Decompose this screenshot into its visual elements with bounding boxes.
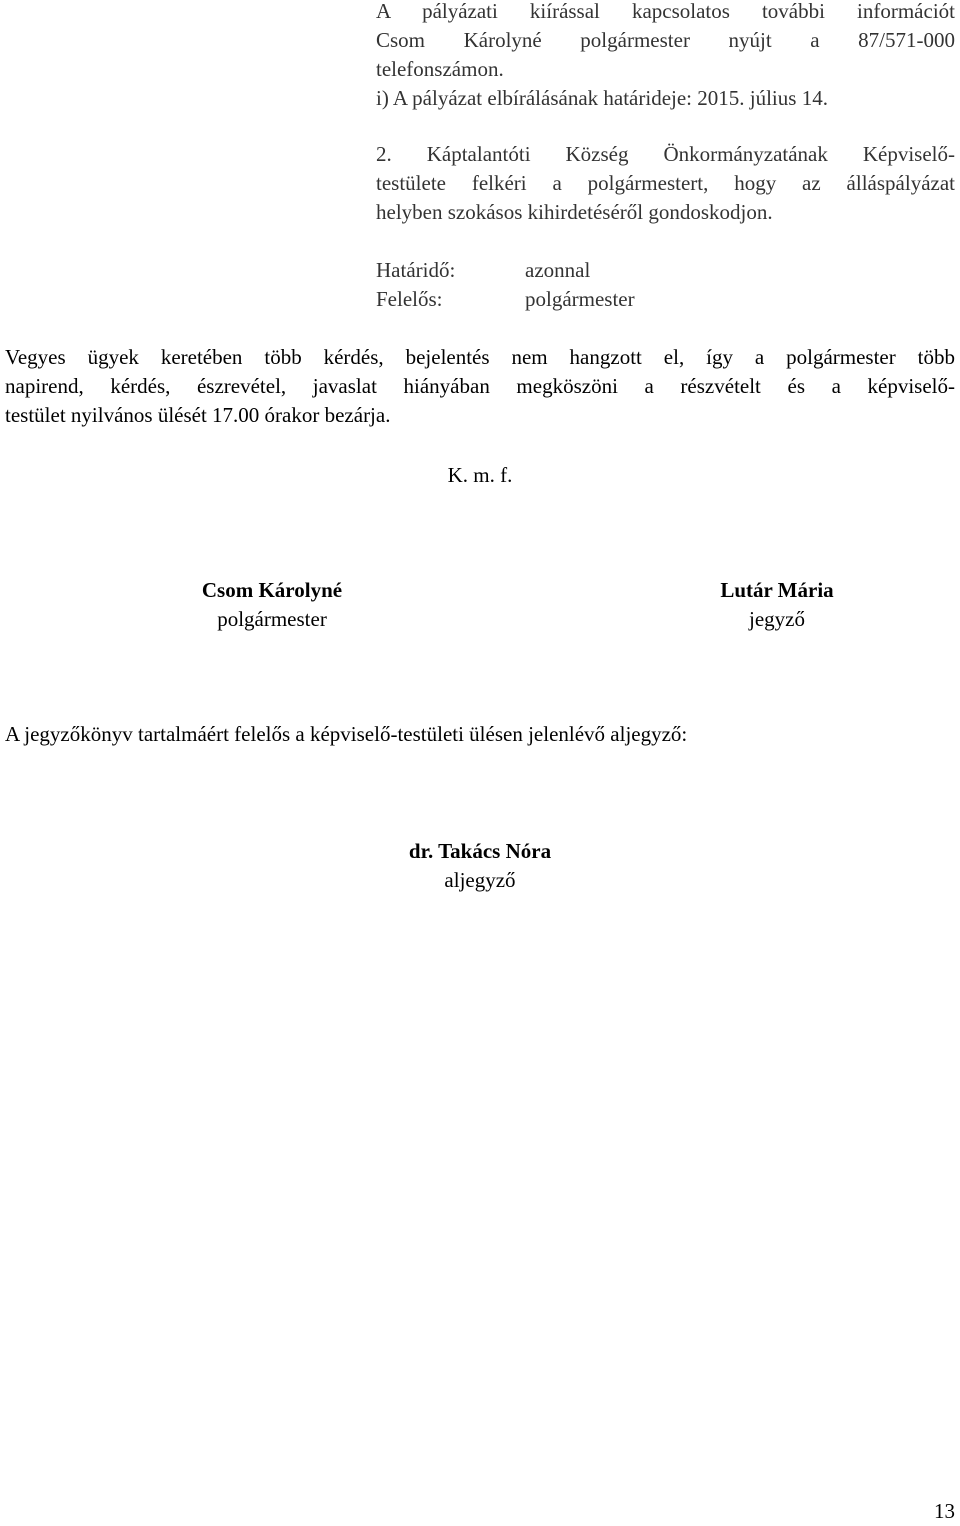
closing-paragraph [5,343,955,430]
notary-title: jegyző [749,607,805,631]
tender-info-paragraph [376,0,955,113]
deputy-name: dr. Takács Nóra [408,839,552,863]
responsible-value: polgármester [525,287,635,311]
closing-line-3: testület nyilvános ülését 17.00 órakor bezárja. [5,403,391,427]
responsible-value-wrap [525,285,635,314]
notary-signature [627,576,927,634]
resolution-line-1: 2. Káptalantóti Község Önkormányzatának Képviselő- [376,142,955,166]
mayor-title: polgármester [217,607,327,631]
notary-name: Lutár Mária [720,578,834,602]
deputy-signature [330,837,630,895]
mayor-signature [122,576,422,634]
deputy-title: aljegyző [444,868,516,892]
mayor-name: Csom Károlyné [201,578,343,602]
deadline-label: Határidő: [376,258,456,282]
tender-info-line-1: A pályázati kiírással kapcsolatos további információt [376,0,955,23]
tender-info-line-3: telefonszámon. [376,57,504,81]
deadline-value: azonnal [525,258,591,282]
responsibility-statement: A jegyzőkönyv tartalmáért felelős a képviselő-testületi ülésen jelenlévő aljegyző: [5,722,688,746]
responsibility-statement-wrap [5,720,955,749]
kmf-text: K. m. f. [447,463,513,487]
tender-deadline-line: i) A pályázat elbírálásának határideje: 2015. július 14. [376,86,828,110]
tender-info-line-2: Csom Károlyné polgármester nyújt a 87/571-000 [376,28,955,52]
resolution-line-2: testülete felkéri a polgármestert, hogy az álláspályázat [376,171,955,195]
resolution-line-3: helyben szokásos kihirdetéséről gondoskodjon. [376,200,773,224]
page-number: 13 [934,1499,955,1523]
deadline-value-wrap [525,256,590,285]
responsible-row [376,285,443,314]
resolution-point-2 [376,140,955,227]
deadline-row [376,256,455,285]
page-number-wrap [900,1497,955,1526]
responsible-label: Felelős: [376,287,443,311]
kmf-wrap [0,461,960,490]
closing-line-1: Vegyes ügyek keretében több kérdés, bejelentés nem hangzott el, így a polgármester több [5,345,955,369]
closing-line-2: napirend, kérdés, észrevétel, javaslat hiányában megköszöni a részvételt és a képviselő- [5,374,955,398]
